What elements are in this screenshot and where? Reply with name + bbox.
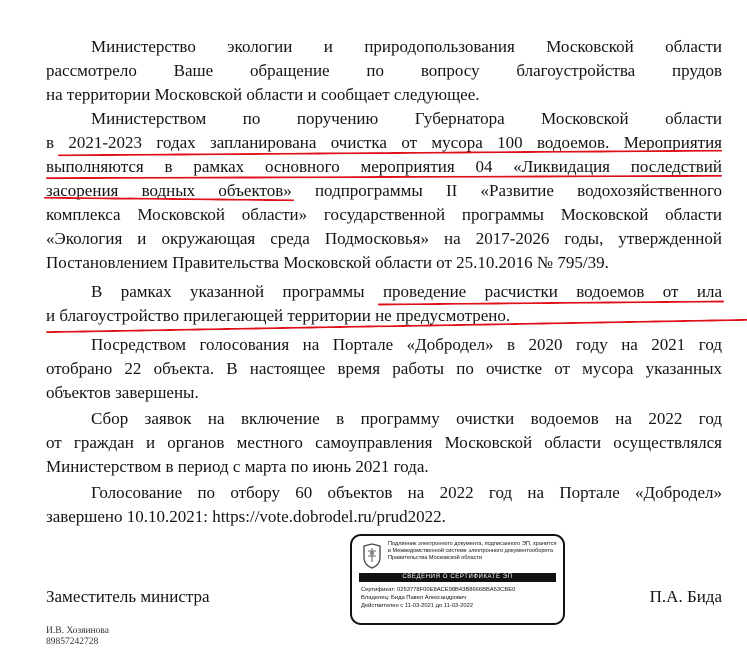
text-line: Голосование по отбору 60 объектов на 2022 год на Портале «Добродел» [91, 483, 722, 502]
executor-phone: 89857242728 [46, 637, 99, 647]
stamp-validity: Действителен с 11-03-2021 до 11-03-2022 [361, 603, 474, 609]
text-line: комплекса Московской области» государственной программы Московской области [46, 205, 722, 224]
text-line: завершено 10.10.2021: https://vote.dobrodel.ru/prud2022. [46, 507, 446, 526]
stamp-header: Подлинник электронного документа, подписанного ЭП, хранится в Межведомственной системе электронного документооборота Правительства Московской области [388, 541, 557, 561]
stamp-owner: Владелец: Бида Павел Александрович [361, 595, 467, 601]
text-line: от граждан и органов местного самоуправления Московской области осуществлялся [46, 433, 722, 452]
stamp-certificate: Сертификат: 0253778F00E8ACE98B43B8666BBA53CBE0 [361, 587, 516, 593]
text-line: Постановлением Правительства Московской области от 25.10.2016 № 795/39. [46, 253, 609, 272]
text-line: Министерством по поручению Губернатора Московской области [91, 109, 722, 128]
executor-name: И.В. Хозяинова [46, 626, 109, 636]
text-line: «Экология и окружающая среда Подмосковья» на 2017-2026 годы, утвержденной [46, 229, 722, 248]
text-line: Посредством голосования на Портале «Добродел» в 2020 году на 2021 год [91, 335, 722, 354]
text-line: объектов завершены. [46, 383, 199, 402]
stamp-cert-title: СВЕДЕНИЯ О СЕРТИФИКАТЕ ЭП [359, 573, 556, 582]
text-line: Министерством в период с марта по июнь 2021 года. [46, 457, 429, 476]
text-line: рассмотрело Ваше обращение по вопросу благоустройства прудов [46, 61, 722, 80]
text-line: отобрано 22 объекта. В настоящее время работы по очистке от мусора указанных [46, 359, 722, 378]
e-signature-stamp [350, 534, 565, 625]
text-line: в 2021-2023 годах запланирована очистка от мусора 100 водоемов. Мероприятия [46, 133, 722, 152]
signatory-name: П.А. Бида [649, 587, 722, 606]
coat-of-arms-icon [361, 542, 383, 569]
text-line: засорения водных объектов» подпрограммы II «Развитие водохозяйственного [46, 181, 722, 200]
text-line: Сбор заявок на включение в программу очистки водоемов на 2022 год [91, 409, 722, 428]
text-line: выполняются в рамках основного мероприятия 04 «Ликвидация последствий [46, 157, 722, 176]
text-line: В рамках указанной программы проведение расчистки водоемов от ила [91, 282, 722, 301]
text-line: и благоустройство прилегающей территории не предусмотрено. [46, 306, 511, 325]
text-line: Министерство экологии и природопользования Московской области [91, 37, 722, 56]
text-line: на территории Московской области и сообщает следующее. [46, 85, 480, 104]
signatory-position: Заместитель министра [46, 587, 210, 606]
